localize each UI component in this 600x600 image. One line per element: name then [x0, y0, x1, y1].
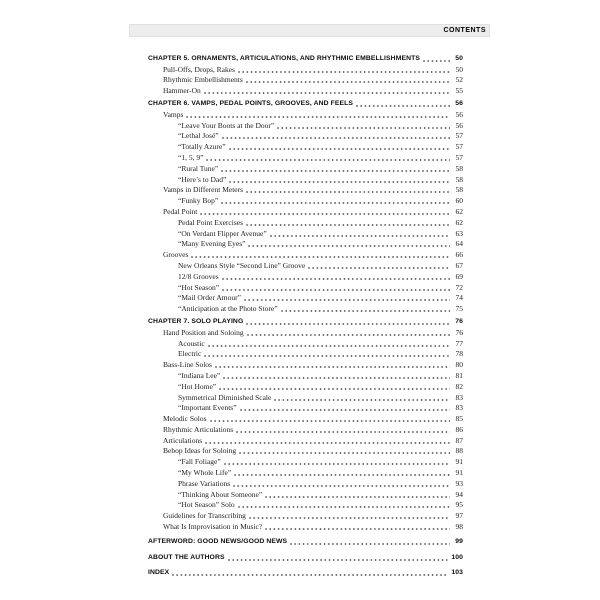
- dot-leader: [270, 235, 450, 237]
- toc-page-number: 98: [455, 522, 463, 532]
- toc-entry-label: Phrase Variations: [178, 478, 231, 488]
- toc-entry: [148, 413, 463, 424]
- toc-entry-label: 12/8 Grooves: [178, 271, 219, 281]
- dot-leader: [265, 528, 450, 530]
- toc-entry-label: “Lethal José”: [178, 131, 219, 141]
- toc-entry-label: “Rural Tune”: [178, 163, 219, 173]
- toc-entry: [148, 537, 463, 548]
- toc-entry-label: Rhythmic Articulations: [163, 424, 234, 434]
- toc-entry-label: “My Whole Life”: [178, 468, 232, 478]
- dot-leader: [247, 334, 450, 336]
- toc-page-number: 66: [455, 250, 463, 260]
- toc-entry-label: Bass-Line Solos: [163, 360, 212, 370]
- toc-entry: [148, 228, 463, 239]
- toc-page-number: 55: [455, 86, 463, 96]
- toc-entry: [148, 293, 463, 304]
- toc-page-number: 91: [455, 457, 463, 467]
- dot-leader: [186, 116, 450, 118]
- toc-entry: [148, 53, 463, 64]
- dot-leader: [172, 574, 448, 576]
- toc-entry-label: Rhythmic Embellishments: [163, 75, 243, 85]
- toc-entry-label: Pedal Point Exercises: [178, 217, 243, 227]
- toc-page-number: 83: [455, 403, 463, 413]
- dot-leader: [229, 148, 450, 150]
- toc-entry: [148, 424, 463, 435]
- toc-page-number: 93: [455, 478, 463, 488]
- toc-entry: [148, 75, 463, 86]
- dot-leader: [208, 345, 450, 347]
- dot-leader: [219, 388, 450, 390]
- toc-entry: [148, 98, 463, 109]
- toc-page-number: 97: [455, 511, 463, 521]
- toc-page-number: 95: [455, 500, 463, 510]
- toc-entry-label: INDEX: [148, 568, 170, 576]
- toc-entry-label: Symmetrical Diminished Scale: [178, 392, 272, 402]
- toc-entry: [148, 327, 463, 338]
- toc-entry: [148, 85, 463, 96]
- toc-entry: [148, 131, 463, 142]
- dot-leader: [423, 60, 450, 62]
- toc-entry-label: “Many Evening Eyes”: [178, 239, 246, 249]
- toc-entry-label: “Hot Season” Solo: [178, 500, 235, 510]
- toc-page-number: 74: [455, 293, 463, 303]
- toc-entry: [148, 120, 463, 131]
- toc-entry-label: What Is Improvisation in Music?: [163, 522, 263, 532]
- toc-entry-label: Vamps in Different Meters: [163, 185, 244, 195]
- toc-entry-label: Pull-Offs, Drops, Rakes: [163, 64, 235, 74]
- toc-entry-label: Vamps: [163, 109, 184, 119]
- dot-leader: [210, 420, 450, 422]
- toc-entry: [148, 316, 463, 327]
- toc-entry: [148, 271, 463, 282]
- toc-entry-label: “Thinking About Someone”: [178, 489, 263, 499]
- toc-entry-label: “Important Events”: [178, 403, 237, 413]
- toc-entry: [148, 217, 463, 228]
- toc-entry: [148, 381, 463, 392]
- toc-entry-label: “On Verdant Flipper Avenue”: [178, 228, 267, 238]
- toc-entry: [148, 174, 463, 185]
- dot-leader: [290, 543, 450, 545]
- toc-entry-label: New Orleans Style “Second Line” Groove: [178, 260, 306, 270]
- toc-entry-label: Acoustic: [178, 338, 205, 348]
- dot-leader: [249, 517, 450, 519]
- dot-leader: [277, 127, 450, 129]
- dot-leader: [229, 181, 450, 183]
- toc-page-number: 56: [455, 99, 463, 107]
- toc-page-number: 52: [455, 75, 463, 85]
- toc-entry-label: “Funky Bop”: [178, 196, 219, 206]
- toc-page-number: 86: [455, 424, 463, 434]
- toc-page-number: 103: [451, 568, 463, 576]
- toc-page-number: 57: [455, 142, 463, 152]
- table-of-contents: [148, 53, 463, 578]
- toc-page-number: 64: [455, 239, 463, 249]
- toc-page-number: 91: [455, 468, 463, 478]
- toc-entry-label: “Leave Your Boots at the Door”: [178, 120, 275, 130]
- toc-entry: [148, 206, 463, 217]
- toc-page-number: 83: [455, 392, 463, 402]
- toc-entry-label: Hammer-On: [163, 86, 201, 96]
- dot-leader: [244, 299, 450, 301]
- toc-entry-label: Electric: [178, 349, 202, 359]
- toc-entry: [148, 359, 463, 370]
- toc-page-number: 82: [455, 381, 463, 391]
- toc-entry-label: “1, 5, 9”: [178, 152, 204, 162]
- toc-page-number: 78: [455, 349, 463, 359]
- toc-entry: [148, 303, 463, 314]
- toc-entry-label: AFTERWORD: GOOD NEWS/GOOD NEWS: [148, 538, 288, 546]
- toc-page-number: 60: [455, 196, 463, 206]
- dot-leader: [221, 202, 450, 204]
- dot-leader: [246, 323, 450, 325]
- toc-page-number: 80: [455, 360, 463, 370]
- contents-header: CONTENTS: [443, 27, 486, 34]
- toc-entry-label: Hand Position and Soloing: [163, 327, 244, 337]
- toc-entry: [148, 282, 463, 293]
- dot-leader: [265, 496, 450, 498]
- toc-entry: [148, 467, 463, 478]
- toc-page-number: 85: [455, 414, 463, 424]
- toc-entry-label: CHAPTER 6. VAMPS, PEDAL POINTS, GROOVES, AND FEELS: [148, 99, 354, 107]
- toc-entry-label: “Hot Home”: [178, 381, 217, 391]
- toc-page-number: 76: [455, 327, 463, 337]
- toc-entry: [148, 510, 463, 521]
- toc-page-number: 62: [455, 217, 463, 227]
- header-bar: [129, 24, 490, 37]
- dot-leader: [234, 474, 450, 476]
- toc-entry: [148, 64, 463, 75]
- toc-entry: [148, 163, 463, 174]
- toc-page-number: 50: [455, 64, 463, 74]
- toc-entry: [148, 185, 463, 196]
- toc-entry-label: Pedal Point: [163, 206, 198, 216]
- toc-entry: [148, 195, 463, 206]
- toc-entry: [148, 249, 463, 260]
- toc-entry-label: Melodic Solos: [163, 414, 207, 424]
- dot-leader: [236, 431, 450, 433]
- dot-leader: [205, 442, 450, 444]
- toc-entry: [148, 239, 463, 250]
- dot-leader: [240, 409, 450, 411]
- dot-leader: [238, 506, 450, 508]
- toc-page-number: 56: [455, 109, 463, 119]
- toc-entry-label: “Anticipation at the Photo Store”: [178, 304, 278, 314]
- dot-leader: [239, 452, 450, 454]
- toc-entry-label: “Hot Season”: [178, 282, 220, 292]
- toc-page-number: 58: [455, 174, 463, 184]
- toc-page-number: 50: [455, 54, 463, 62]
- dot-leader: [222, 137, 450, 139]
- toc-entry: [148, 478, 463, 489]
- toc-entry: [148, 489, 463, 500]
- dot-leader: [223, 377, 450, 379]
- toc-page-number: 99: [455, 538, 463, 546]
- toc-entry: [148, 349, 463, 360]
- toc-page-number: 72: [455, 282, 463, 292]
- toc-page-number: 75: [455, 304, 463, 314]
- toc-entry: [148, 521, 463, 532]
- toc-entry-label: Articulations: [163, 435, 203, 445]
- toc-entry-label: “Totally Azure”: [178, 142, 226, 152]
- dot-leader: [224, 463, 450, 465]
- toc-entry: [148, 338, 463, 349]
- toc-entry-label: CHAPTER 7. SOLO PLAYING: [148, 317, 244, 325]
- dot-leader: [274, 399, 450, 401]
- toc-page-number: 94: [455, 489, 463, 499]
- toc-page-number: 67: [455, 260, 463, 270]
- dot-leader: [204, 92, 450, 94]
- toc-page-number: 88: [455, 446, 463, 456]
- dot-leader: [222, 289, 450, 291]
- toc-entry: [148, 152, 463, 163]
- toc-entry-label: ABOUT THE AUTHORS: [148, 553, 225, 561]
- toc-page-number: 69: [455, 271, 463, 281]
- toc-entry-label: CHAPTER 5. ORNAMENTS, ARTICULATIONS, AND RHYTHMIC EMBELLISHMENTS: [148, 54, 420, 62]
- toc-entry-label: “Fall Foliage”: [178, 457, 221, 467]
- dot-leader: [281, 310, 450, 312]
- toc-page-number: 62: [455, 206, 463, 216]
- toc-page-number: 58: [455, 163, 463, 173]
- dot-leader: [215, 366, 450, 368]
- toc-page-number: 81: [455, 370, 463, 380]
- dot-leader: [246, 224, 450, 226]
- toc-entry: [148, 260, 463, 271]
- toc-entry: [148, 370, 463, 381]
- toc-entry-label: Bebop Ideas for Soloing: [163, 446, 237, 456]
- toc-entry: [148, 456, 463, 467]
- toc-entry-label: Grooves: [163, 250, 189, 260]
- dot-leader: [206, 159, 450, 161]
- dot-leader: [221, 170, 450, 172]
- toc-entry: [148, 435, 463, 446]
- dot-leader: [308, 267, 450, 269]
- dot-leader: [200, 213, 450, 215]
- toc-entry: [148, 109, 463, 120]
- toc-entry: [148, 567, 463, 578]
- toc-entry-label: “Indiana Lee”: [178, 370, 221, 380]
- toc-entry: [148, 500, 463, 511]
- toc-page-number: 63: [455, 228, 463, 238]
- toc-entry-label: Guidelines for Transcribing: [163, 511, 246, 521]
- toc-entry: [148, 446, 463, 457]
- dot-leader: [238, 71, 450, 73]
- dot-leader: [246, 191, 450, 193]
- toc-page-number: 77: [455, 338, 463, 348]
- toc-entry-label: “Here’s to Dad”: [178, 174, 227, 184]
- toc-entry: [148, 552, 463, 563]
- dot-leader: [233, 485, 450, 487]
- dot-leader: [204, 355, 450, 357]
- dot-leader: [356, 105, 450, 107]
- dot-leader: [248, 245, 450, 247]
- toc-page-number: 87: [455, 435, 463, 445]
- dot-leader: [228, 559, 449, 561]
- toc-entry-label: “Mail Order Amour”: [178, 293, 241, 303]
- toc-page-number: 58: [455, 185, 463, 195]
- toc-entry: [148, 392, 463, 403]
- toc-page-number: 76: [455, 317, 463, 325]
- toc-page-number: 56: [455, 120, 463, 130]
- toc-page-number: 57: [455, 131, 463, 141]
- dot-leader: [222, 278, 450, 280]
- toc-page-number: 100: [451, 553, 463, 561]
- dot-leader: [246, 81, 450, 83]
- toc-page-number: 57: [455, 152, 463, 162]
- dot-leader: [191, 256, 450, 258]
- toc-entry: [148, 141, 463, 152]
- toc-entry: [148, 403, 463, 414]
